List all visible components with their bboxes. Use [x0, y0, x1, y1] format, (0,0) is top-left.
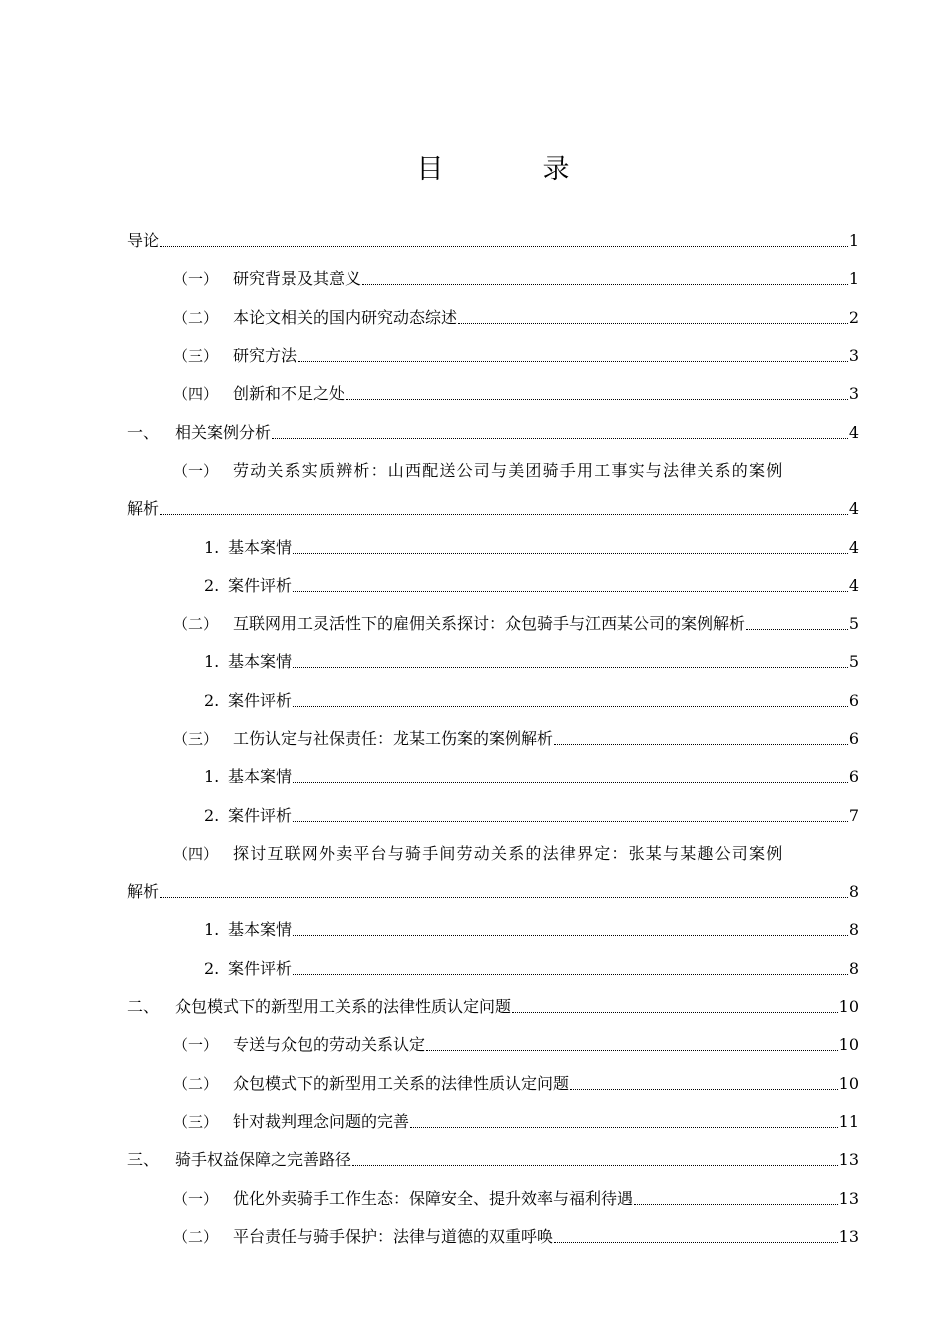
toc-dot-leader	[746, 614, 848, 634]
toc-entry-continuation[interactable]	[127, 490, 859, 528]
toc-dot-leader	[410, 1112, 838, 1132]
table-of-contents	[127, 222, 859, 1256]
toc-entry-number: （一）	[173, 1036, 219, 1055]
toc-entry-title: 基本案情	[228, 920, 293, 940]
toc-entry-number: 1.	[204, 537, 220, 557]
toc-entry-title: 针对裁判理念问题的完善	[233, 1111, 410, 1131]
page-title: 目 录	[416, 154, 606, 185]
toc-entry-title: 案件评析	[228, 690, 293, 710]
toc-page-number: 4	[848, 422, 859, 442]
toc-entry[interactable]	[127, 222, 859, 260]
toc-entry[interactable]	[127, 643, 859, 681]
toc-entry[interactable]	[127, 720, 859, 758]
toc-entry-title: 骑手权益保障之完善路径	[175, 1150, 352, 1170]
toc-entry[interactable]	[127, 1141, 859, 1179]
toc-entry[interactable]	[127, 413, 859, 451]
toc-entry-title: 创新和不足之处	[233, 384, 346, 404]
toc-entry-number: 2.	[204, 958, 220, 978]
toc-entry-number: （三）	[173, 1112, 219, 1131]
toc-entry-number: 2.	[204, 690, 220, 710]
toc-page-number: 13	[838, 1226, 859, 1246]
toc-entry[interactable]	[127, 528, 859, 566]
toc-page-number: 10	[838, 1073, 859, 1093]
toc-entry-title: 基本案情	[228, 537, 293, 557]
toc-dot-leader	[634, 1189, 838, 1209]
toc-entry[interactable]	[127, 1026, 859, 1064]
toc-dot-leader	[293, 920, 848, 940]
toc-page-number: 11	[838, 1111, 859, 1131]
toc-dot-leader	[272, 423, 848, 443]
toc-entry-number: （二）	[173, 1074, 219, 1093]
toc-entry[interactable]	[127, 337, 859, 375]
toc-dot-leader	[554, 1227, 838, 1247]
toc-page-number: 6	[848, 767, 859, 787]
toc-entry[interactable]	[127, 375, 859, 413]
toc-page-number: 13	[838, 1188, 859, 1208]
toc-entry-title-continued: 解析	[127, 882, 160, 902]
toc-entry[interactable]	[127, 835, 859, 873]
toc-entry-number: （一）	[173, 1189, 219, 1208]
toc-entry-continuation[interactable]	[127, 873, 859, 911]
toc-page-number: 13	[838, 1150, 859, 1170]
toc-dot-leader	[554, 729, 848, 749]
toc-page-number: 4	[848, 499, 859, 519]
toc-entry-title: 研究背景及其意义	[233, 269, 362, 289]
toc-page-number: 3	[848, 384, 859, 404]
toc-page-number: 8	[848, 958, 859, 978]
toc-dot-leader	[160, 882, 848, 902]
toc-entry[interactable]	[127, 1218, 859, 1256]
toc-entry-number: （三）	[173, 730, 219, 748]
toc-dot-leader	[293, 652, 848, 672]
toc-page-number: 10	[838, 997, 859, 1017]
toc-dot-leader	[160, 231, 848, 251]
toc-entry-title: 众包模式下的新型用工关系的法律性质认定问题	[175, 997, 512, 1017]
toc-entry-number: （三）	[173, 347, 219, 366]
toc-entry-title: 优化外卖骑手工作生态：保障安全、提升效率与福利待遇	[233, 1188, 634, 1208]
toc-entry-number: 一、	[127, 422, 160, 442]
toc-dot-leader	[346, 384, 848, 404]
toc-page-number: 10	[838, 1035, 859, 1055]
toc-dot-leader	[362, 269, 848, 289]
toc-entry-title: 案件评析	[228, 805, 293, 825]
toc-dot-leader	[426, 1035, 838, 1055]
toc-entry-number: （二）	[173, 615, 219, 634]
toc-dot-leader	[293, 806, 848, 826]
toc-entry[interactable]	[127, 682, 859, 720]
toc-entry[interactable]	[127, 1179, 859, 1217]
toc-page-number: 1	[848, 269, 859, 289]
toc-dot-leader	[570, 1074, 838, 1094]
toc-entry-number: 2.	[204, 575, 220, 595]
toc-entry-number: （一）	[173, 270, 219, 289]
toc-entry[interactable]	[127, 988, 859, 1026]
toc-page-number: 3	[848, 346, 859, 366]
toc-entry-title: 众包模式下的新型用工关系的法律性质认定问题	[233, 1073, 570, 1093]
toc-dot-leader	[298, 346, 848, 366]
toc-entry-number: 1.	[204, 767, 220, 787]
toc-entry-title: 案件评析	[228, 958, 293, 978]
toc-entry-title: 探讨互联网外卖平台与骑手间劳动关系的法律界定：张某与某趣公司案例	[233, 843, 784, 863]
toc-entry-number: 1.	[204, 652, 220, 672]
toc-entry[interactable]	[127, 1103, 859, 1141]
toc-entry[interactable]	[127, 605, 859, 643]
toc-entry[interactable]	[127, 260, 859, 298]
toc-entry-title: 劳动关系实质辨析：山西配送公司与美团骑手用工事实与法律关系的案例	[233, 460, 784, 480]
toc-page-number: 2	[848, 307, 859, 327]
toc-page-number: 4	[848, 537, 859, 557]
toc-page-number: 1	[848, 231, 859, 251]
toc-entry-title: 基本案情	[228, 767, 293, 787]
toc-entry-title: 平台责任与骑手保护：法律与道德的双重呼唤	[233, 1226, 554, 1246]
toc-entry[interactable]	[127, 1065, 859, 1103]
toc-entry[interactable]	[127, 911, 859, 949]
toc-entry-number: 2.	[204, 805, 220, 825]
toc-page-number: 7	[848, 805, 859, 825]
toc-dot-leader	[293, 691, 848, 711]
toc-page-number: 5	[848, 614, 859, 634]
toc-page-number: 6	[848, 690, 859, 710]
toc-entry-number: （四）	[173, 844, 219, 863]
toc-dot-leader	[160, 499, 848, 519]
toc-entry-number: （二）	[173, 308, 219, 327]
toc-entry-title: 导论	[127, 231, 160, 251]
toc-page-number: 8	[848, 920, 859, 940]
toc-dot-leader	[293, 767, 848, 787]
toc-dot-leader	[512, 997, 838, 1017]
toc-entry[interactable]	[127, 796, 859, 834]
toc-entry-number: （四）	[173, 385, 219, 404]
toc-dot-leader	[293, 576, 848, 596]
toc-dot-leader	[352, 1150, 838, 1170]
toc-entry-title: 本论文相关的国内研究动态综述	[233, 307, 458, 327]
toc-entry[interactable]	[127, 567, 859, 605]
toc-entry-title: 案件评析	[228, 575, 293, 595]
toc-entry-number: （一）	[173, 461, 219, 480]
toc-entry[interactable]	[127, 950, 859, 988]
toc-entry-number: 1.	[204, 920, 220, 940]
toc-entry-number: （二）	[173, 1227, 219, 1246]
toc-page-number: 5	[848, 652, 859, 672]
toc-entry-title: 基本案情	[228, 652, 293, 672]
toc-dot-leader	[458, 308, 848, 328]
toc-entry-title: 专送与众包的劳动关系认定	[233, 1035, 426, 1055]
toc-entry[interactable]	[127, 299, 859, 337]
toc-entry-title: 互联网用工灵活性下的雇佣关系探讨：众包骑手与江西某公司的案例解析	[233, 614, 746, 634]
toc-entry-title-continued: 解析	[127, 499, 160, 519]
toc-page-number: 8	[848, 882, 859, 902]
toc-dot-leader	[293, 959, 848, 979]
toc-dot-leader	[293, 538, 848, 558]
toc-entry-title: 工伤认定与社保责任：龙某工伤案的案例解析	[233, 729, 554, 748]
toc-page-number: 4	[848, 575, 859, 595]
toc-page-number: 6	[848, 729, 859, 748]
toc-entry[interactable]	[127, 452, 859, 490]
toc-entry[interactable]	[127, 758, 859, 796]
toc-entry-title: 研究方法	[233, 346, 298, 366]
toc-entry-title: 相关案例分析	[175, 422, 272, 442]
toc-entry-number: 二、	[127, 997, 160, 1017]
toc-entry-number: 三、	[127, 1150, 160, 1170]
